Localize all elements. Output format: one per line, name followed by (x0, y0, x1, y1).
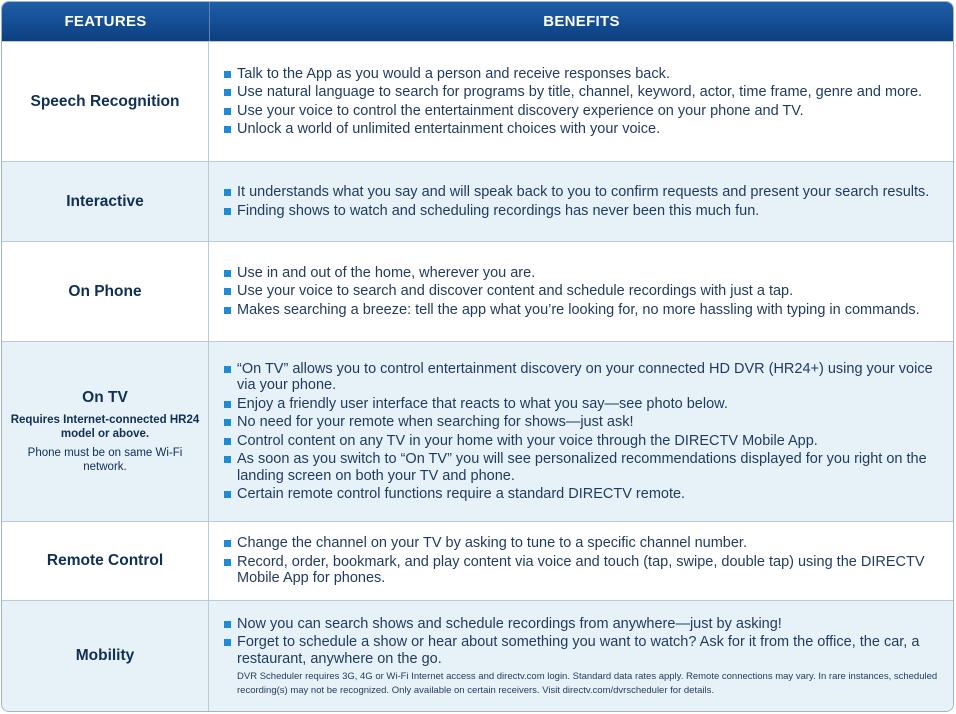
bullet-square-icon (224, 208, 231, 215)
bullet-square-icon (224, 639, 231, 646)
benefits-cell (209, 162, 953, 241)
list-item: It understands what you say and will speak back to you to confirm requests and present your search results. (224, 184, 939, 201)
benefits-cell (209, 522, 953, 600)
features-header: FEATURES (2, 2, 210, 41)
list-item: As soon as you switch to “On TV” you will see personalized recommendations displayed for you right on the landing screen on both your TV and phone. (224, 451, 939, 484)
list-item: Certain remote control functions require a standard DIRECTV remote. (224, 486, 939, 503)
bullet-square-icon (224, 491, 231, 498)
bullet-square-icon (224, 126, 231, 133)
list-item: Change the channel on your TV by asking to tune to a specific channel number. (224, 535, 939, 552)
feature-name: On TV (82, 389, 128, 406)
bullet-square-icon (224, 540, 231, 547)
list-item: Talk to the App as you would a person and receive responses back. (224, 66, 939, 83)
list-item: Now you can search shows and schedule recordings from anywhere—just by asking! (224, 616, 939, 633)
list-item: “On TV” allows you to control entertainment discovery on your connected HD DVR (HR24+) using your voice via your phone. (224, 361, 939, 394)
bullet-square-icon (224, 621, 231, 628)
feature-cell (2, 42, 209, 161)
table-header (2, 2, 953, 41)
feature-requirement: Requires Internet-connected HR24 model or above. (10, 414, 200, 440)
feature-name: Interactive (66, 192, 144, 210)
table-row (2, 241, 953, 341)
feature-cell (2, 242, 209, 341)
list-item: Finding shows to watch and scheduling recordings has never been this much fun. (224, 203, 939, 220)
table-row (2, 161, 953, 241)
list-item: Use in and out of the home, wherever you are. (224, 265, 939, 282)
bullet-square-icon (224, 456, 231, 463)
benefits-cell (209, 42, 953, 161)
list-item: Use natural language to search for programs by title, channel, keyword, actor, time frame, genre and more. (224, 84, 939, 101)
feature-cell (2, 162, 209, 241)
list-item: Unlock a world of unlimited entertainment choices with your voice. (224, 121, 939, 138)
list-item: Enjoy a friendly user interface that reacts to what you say—see photo below. (224, 396, 939, 413)
list-item: Record, order, bookmark, and play content via voice and touch (tap, swipe, double tap) using the DIRECTV Mobile App for phones. (224, 554, 939, 587)
bullet-square-icon (224, 419, 231, 426)
table-row (2, 600, 953, 711)
bullet-square-icon (224, 559, 231, 566)
list-item: Makes searching a breeze: tell the app what you’re looking for, no more hassling with typing in commands. (224, 302, 939, 319)
feature-cell (2, 342, 209, 521)
bullet-square-icon (224, 288, 231, 295)
bullet-square-icon (224, 108, 231, 115)
feature-cell (2, 522, 209, 600)
feature-name: On Phone (68, 282, 142, 300)
bullet-square-icon (224, 89, 231, 96)
table-row (2, 41, 953, 161)
fine-print: DVR Scheduler requires 3G, 4G or Wi-Fi Internet access and directv.com login. Standard data rates apply. Remote connections may vary. In rare instances, scheduled recording(s) may not be recognized. Only available on certain receivers. Visit directv.com/dvrscheduler for details. (237, 671, 938, 697)
bullet-square-icon (224, 307, 231, 314)
benefits-cell (209, 242, 953, 341)
benefits-cell (209, 601, 953, 711)
bullet-square-icon (224, 401, 231, 408)
feature-name: Remote Control (46, 552, 164, 569)
list-item: Forget to schedule a show or hear about something you want to watch? Ask for it from the office, the car, a restaurant, anywhere on the go. (224, 634, 939, 667)
feature-cell (2, 601, 209, 711)
feature-name: Speech Recognition (30, 92, 180, 110)
table-row (2, 521, 953, 600)
list-item: Use your voice to search and discover content and schedule recordings with just a tap. (224, 283, 939, 300)
bullet-square-icon (224, 189, 231, 196)
list-item: Use your voice to control the entertainment discovery experience on your phone and TV. (224, 103, 939, 120)
list-item: No need for your remote when searching for shows—just ask! (224, 414, 939, 431)
table-row (2, 341, 953, 521)
bullet-square-icon (224, 71, 231, 78)
feature-name: Mobility (75, 647, 135, 664)
benefits-cell (209, 342, 953, 521)
list-item: Control content on any TV in your home with your voice through the DIRECTV Mobile App. (224, 433, 939, 450)
bullet-square-icon (224, 270, 231, 277)
bullet-square-icon (224, 366, 231, 373)
feature-note: Phone must be on same Wi-Fi network. (27, 447, 183, 473)
bullet-square-icon (224, 438, 231, 445)
benefits-header: BENEFITS (543, 13, 620, 30)
features-benefits-table (1, 1, 954, 712)
